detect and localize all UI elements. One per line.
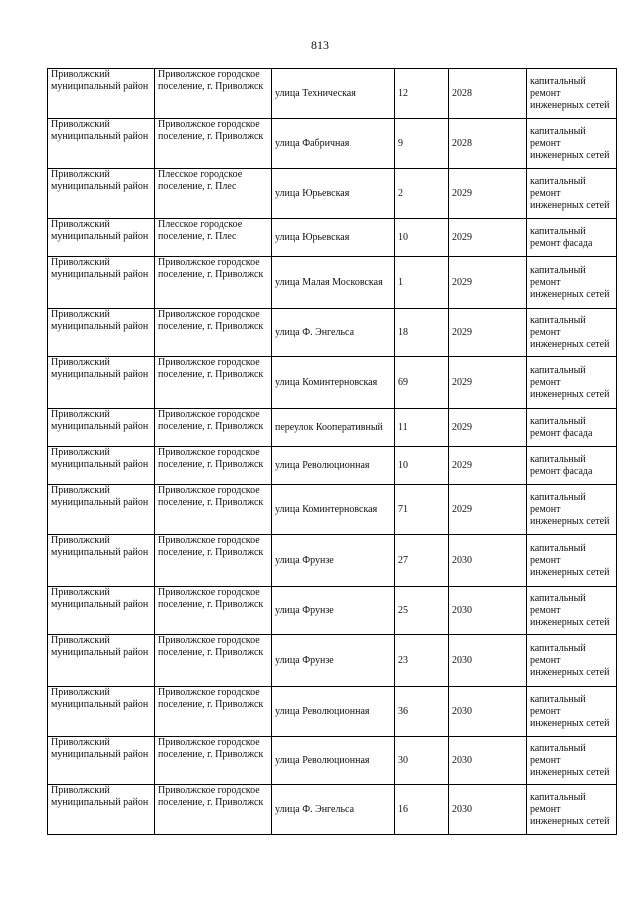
work-type-cell: капитальный ремонт инженерных сетей (527, 169, 617, 219)
year-cell: 2030 (449, 687, 527, 737)
year-cell: 2028 (449, 69, 527, 119)
table-row (48, 257, 617, 309)
housing-repair-table (47, 68, 617, 835)
street-cell: улица Ф. Энгельса (272, 785, 395, 835)
district-cell: Приволжский муниципальный район (48, 687, 155, 737)
settlement-cell: Приволжское городское поселение, г. Приволжск (155, 587, 272, 635)
work-type-cell: капитальный ремонт фасада (527, 409, 617, 447)
table-row (48, 687, 617, 737)
house-number-cell: 71 (395, 485, 449, 535)
house-number-cell: 36 (395, 687, 449, 737)
street-cell: улица Революционная (272, 447, 395, 485)
year-cell: 2029 (449, 309, 527, 357)
district-cell: Приволжский муниципальный район (48, 635, 155, 687)
table-body (48, 69, 617, 835)
street-cell: улица Техническая (272, 69, 395, 119)
table-row (48, 485, 617, 535)
house-number-cell: 30 (395, 737, 449, 785)
house-number-cell: 10 (395, 219, 449, 257)
work-type-cell: капитальный ремонт инженерных сетей (527, 687, 617, 737)
work-type-cell: капитальный ремонт инженерных сетей (527, 119, 617, 169)
table-row (48, 119, 617, 169)
work-type-cell: капитальный ремонт инженерных сетей (527, 587, 617, 635)
district-cell: Приволжский муниципальный район (48, 485, 155, 535)
settlement-cell: Приволжское городское поселение, г. Приволжск (155, 119, 272, 169)
district-cell: Приволжский муниципальный район (48, 357, 155, 409)
street-cell: улица Фрунзе (272, 635, 395, 687)
work-type-cell: капитальный ремонт фасада (527, 219, 617, 257)
year-cell: 2030 (449, 785, 527, 835)
house-number-cell: 12 (395, 69, 449, 119)
district-cell: Приволжский муниципальный район (48, 785, 155, 835)
house-number-cell: 16 (395, 785, 449, 835)
district-cell: Приволжский муниципальный район (48, 447, 155, 485)
street-cell: улица Фрунзе (272, 535, 395, 587)
table-row (48, 169, 617, 219)
district-cell: Приволжский муниципальный район (48, 119, 155, 169)
settlement-cell: Приволжское городское поселение, г. Приволжск (155, 257, 272, 309)
year-cell: 2030 (449, 635, 527, 687)
year-cell: 2030 (449, 737, 527, 785)
work-type-cell: капитальный ремонт инженерных сетей (527, 69, 617, 119)
table-row (48, 587, 617, 635)
house-number-cell: 1 (395, 257, 449, 309)
table-row (48, 447, 617, 485)
street-cell: улица Революционная (272, 737, 395, 785)
work-type-cell: капитальный ремонт инженерных сетей (527, 485, 617, 535)
district-cell: Приволжский муниципальный район (48, 257, 155, 309)
settlement-cell: Приволжское городское поселение, г. Приволжск (155, 687, 272, 737)
settlement-cell: Приволжское городское поселение, г. Приволжск (155, 485, 272, 535)
street-cell: улица Ф. Энгельса (272, 309, 395, 357)
settlement-cell: Приволжское городское поселение, г. Приволжск (155, 357, 272, 409)
district-cell: Приволжский муниципальный район (48, 737, 155, 785)
house-number-cell: 2 (395, 169, 449, 219)
year-cell: 2030 (449, 587, 527, 635)
year-cell: 2029 (449, 485, 527, 535)
house-number-cell: 10 (395, 447, 449, 485)
house-number-cell: 11 (395, 409, 449, 447)
house-number-cell: 69 (395, 357, 449, 409)
district-cell: Приволжский муниципальный район (48, 309, 155, 357)
house-number-cell: 23 (395, 635, 449, 687)
table-row (48, 357, 617, 409)
district-cell: Приволжский муниципальный район (48, 535, 155, 587)
work-type-cell: капитальный ремонт инженерных сетей (527, 357, 617, 409)
street-cell: улица Юрьевская (272, 169, 395, 219)
street-cell: улица Юрьевская (272, 219, 395, 257)
table-row (48, 635, 617, 687)
year-cell: 2029 (449, 257, 527, 309)
settlement-cell: Приволжское городское поселение, г. Приволжск (155, 309, 272, 357)
table-row (48, 409, 617, 447)
table-row (48, 535, 617, 587)
district-cell: Приволжский муниципальный район (48, 219, 155, 257)
year-cell: 2030 (449, 535, 527, 587)
table-row (48, 785, 617, 835)
house-number-cell: 9 (395, 119, 449, 169)
settlement-cell: Приволжское городское поселение, г. Приволжск (155, 409, 272, 447)
year-cell: 2028 (449, 119, 527, 169)
work-type-cell: капитальный ремонт инженерных сетей (527, 309, 617, 357)
settlement-cell: Приволжское городское поселение, г. Приволжск (155, 785, 272, 835)
work-type-cell: капитальный ремонт инженерных сетей (527, 785, 617, 835)
year-cell: 2029 (449, 169, 527, 219)
street-cell: улица Малая Московская (272, 257, 395, 309)
settlement-cell: Плесское городское поселение, г. Плес (155, 169, 272, 219)
page-number: 813 (311, 38, 329, 52)
year-cell: 2029 (449, 447, 527, 485)
settlement-cell: Приволжское городское поселение, г. Приволжск (155, 737, 272, 785)
work-type-cell: капитальный ремонт инженерных сетей (527, 257, 617, 309)
district-cell: Приволжский муниципальный район (48, 169, 155, 219)
work-type-cell: капитальный ремонт инженерных сетей (527, 635, 617, 687)
year-cell: 2029 (449, 357, 527, 409)
settlement-cell: Приволжское городское поселение, г. Приволжск (155, 535, 272, 587)
house-number-cell: 27 (395, 535, 449, 587)
street-cell: улица Коминтерновская (272, 357, 395, 409)
street-cell: улица Коминтерновская (272, 485, 395, 535)
street-cell: переулок Кооперативный (272, 409, 395, 447)
settlement-cell: Приволжское городское поселение, г. Приволжск (155, 635, 272, 687)
district-cell: Приволжский муниципальный район (48, 587, 155, 635)
district-cell: Приволжский муниципальный район (48, 409, 155, 447)
table-row (48, 737, 617, 785)
table-row (48, 69, 617, 119)
street-cell: улица Фрунзе (272, 587, 395, 635)
work-type-cell: капитальный ремонт инженерных сетей (527, 535, 617, 587)
work-type-cell: капитальный ремонт фасада (527, 447, 617, 485)
house-number-cell: 25 (395, 587, 449, 635)
table-row (48, 219, 617, 257)
work-type-cell: капитальный ремонт инженерных сетей (527, 737, 617, 785)
street-cell: улица Фабричная (272, 119, 395, 169)
settlement-cell: Приволжское городское поселение, г. Приволжск (155, 447, 272, 485)
settlement-cell: Плесское городское поселение, г. Плес (155, 219, 272, 257)
table-row (48, 309, 617, 357)
house-number-cell: 18 (395, 309, 449, 357)
settlement-cell: Приволжское городское поселение, г. Приволжск (155, 69, 272, 119)
year-cell: 2029 (449, 219, 527, 257)
year-cell: 2029 (449, 409, 527, 447)
street-cell: улица Революционная (272, 687, 395, 737)
district-cell: Приволжский муниципальный район (48, 69, 155, 119)
